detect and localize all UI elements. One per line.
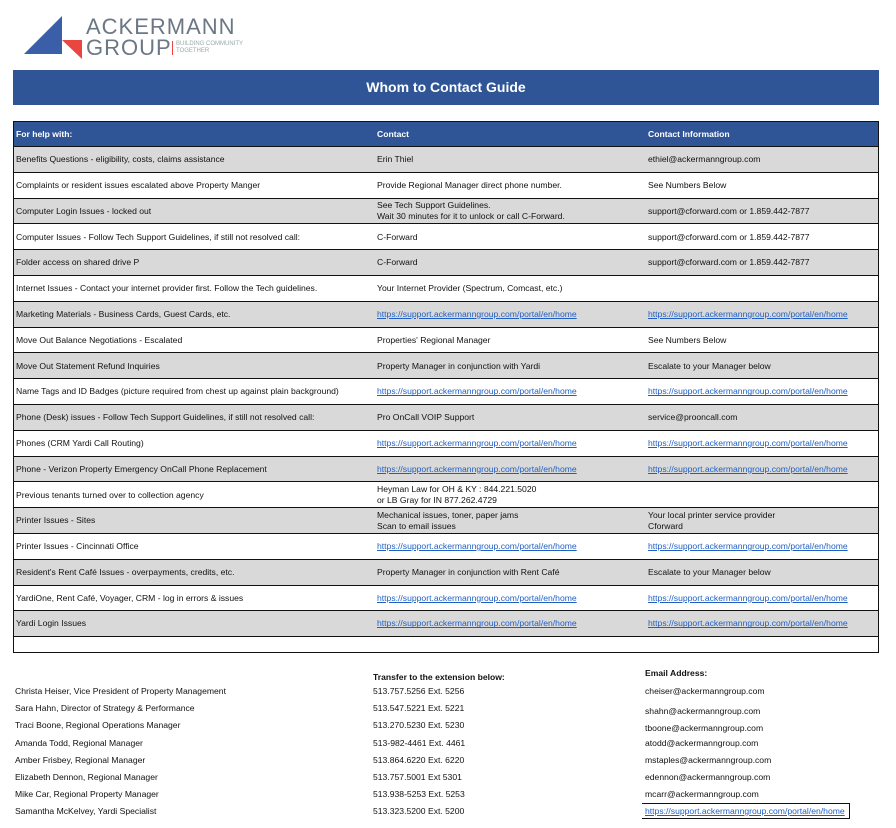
cell-help bbox=[14, 275, 376, 301]
help-text: Marketing Materials - Business Cards, Guest Cards, etc. bbox=[16, 308, 231, 319]
cell-help bbox=[14, 353, 376, 379]
cell-contact bbox=[375, 147, 646, 173]
contact-phone: 513.270.5230 Ext. 5230 bbox=[373, 720, 465, 730]
info-text: ethiel@ackermanngroup.com bbox=[648, 154, 761, 165]
contact-text: Erin Thiel bbox=[377, 154, 414, 165]
contact-name: Elizabeth Dennon, Regional Manager bbox=[15, 772, 158, 782]
help-text: Printer Issues - Sites bbox=[16, 515, 96, 526]
cell-help bbox=[14, 430, 376, 456]
help-text: YardiOne, Rent Café, Voyager, CRM - log in errors & issues bbox=[16, 592, 244, 603]
table-row bbox=[14, 508, 879, 534]
contact-phone: 513-982-4461 Ext. 4461 bbox=[373, 738, 466, 748]
cell-contact bbox=[375, 172, 646, 198]
contact-name: Amber Frisbey, Regional Manager bbox=[15, 755, 146, 765]
cell-contact bbox=[375, 301, 646, 327]
contact-email: atodd@ackermanngroup.com bbox=[645, 738, 759, 748]
empty-cell bbox=[646, 637, 879, 653]
help-text: Complaints or resident issues escalated above Property Manger bbox=[16, 179, 261, 190]
cell-info bbox=[646, 482, 879, 508]
table-row bbox=[14, 224, 879, 250]
table-row bbox=[14, 147, 879, 173]
cell-info bbox=[646, 224, 879, 250]
contact-phone: 513.757.5001 Ext 5301 bbox=[373, 772, 462, 782]
info-text: Your local printer service provider Cforward bbox=[648, 510, 776, 531]
cell-help bbox=[14, 559, 376, 585]
contact-phone: 513.864.6220 Ext. 6220 bbox=[373, 755, 465, 765]
contact-text: Your Internet Provider (Spectrum, Comcast, etc.) bbox=[377, 283, 563, 294]
cell-contact bbox=[375, 559, 646, 585]
help-text: Benefits Questions - eligibility, costs, claims assistance bbox=[16, 154, 225, 165]
cell-help bbox=[14, 250, 376, 276]
support-portal-link[interactable]: https://support.ackermanngroup.com/portal/en/home bbox=[648, 308, 848, 319]
cell-help bbox=[14, 611, 376, 637]
contact-name: Traci Boone, Regional Operations Manager bbox=[15, 720, 181, 730]
cell-info bbox=[646, 379, 879, 405]
contact-email: mcarr@ackermanngroup.com bbox=[645, 789, 759, 799]
header-contact-info: Contact Information bbox=[646, 122, 879, 147]
cell-help bbox=[14, 379, 376, 405]
cell-info bbox=[646, 585, 879, 611]
cell-contact bbox=[375, 533, 646, 559]
empty-cell bbox=[14, 637, 376, 653]
table-header bbox=[14, 122, 879, 147]
cell-info bbox=[646, 301, 879, 327]
help-text: Computer Issues - Follow Tech Support Guidelines, if still not resolved call: bbox=[16, 231, 301, 242]
empty-row bbox=[14, 637, 879, 653]
cell-help bbox=[14, 508, 376, 534]
contact-text: Pro OnCall VOIP Support bbox=[377, 412, 475, 423]
contact-text: Provide Regional Manager direct phone number. bbox=[377, 179, 562, 190]
help-text: Move Out Statement Refund Inquiries bbox=[16, 360, 160, 371]
cell-info bbox=[646, 250, 879, 276]
info-text: service@prooncall.com bbox=[648, 412, 738, 423]
cell-info bbox=[646, 533, 879, 559]
support-portal-link[interactable]: https://support.ackermanngroup.com/portal/en/home bbox=[648, 386, 848, 397]
cell-help bbox=[14, 533, 376, 559]
cell-help bbox=[14, 456, 376, 482]
cell-info bbox=[646, 611, 879, 637]
info-text: See Numbers Below bbox=[648, 179, 727, 190]
header-help: For help with: bbox=[14, 122, 376, 147]
support-portal-link[interactable]: https://support.ackermanngroup.com/portal/en/home bbox=[377, 386, 577, 397]
help-text: Printer Issues - Cincinnati Office bbox=[16, 541, 139, 552]
contact-text: See Tech Support Guidelines. Wait 30 minutes for it to unlock or call C-Forward. bbox=[377, 200, 565, 221]
cell-contact bbox=[375, 611, 646, 637]
support-portal-link[interactable]: https://support.ackermanngroup.com/portal/en/home bbox=[648, 463, 848, 474]
info-text: See Numbers Below bbox=[648, 334, 727, 345]
cell-info bbox=[646, 327, 879, 353]
cell-info bbox=[646, 198, 879, 224]
contact-text: C-Forward bbox=[377, 257, 418, 268]
support-portal-link[interactable]: https://support.ackermanngroup.com/portal/en/home bbox=[648, 437, 848, 448]
info-text: Escalate to your Manager below bbox=[648, 566, 771, 577]
help-text: Internet Issues - Contact your internet provider first. Follow the Tech guidelines. bbox=[16, 283, 318, 294]
cell-help bbox=[14, 147, 376, 173]
info-text: Escalate to your Manager below bbox=[648, 360, 771, 371]
contact-text: Heyman Law for OH & KY : 844.221.5020 or LB Gray for IN 877.262.4729 bbox=[377, 484, 537, 505]
table-row bbox=[14, 198, 879, 224]
cell-contact bbox=[375, 585, 646, 611]
contact-name: Sara Hahn, Director of Strategy & Performance bbox=[15, 703, 195, 713]
contact-text: Mechanical issues, toner, paper jams Scan to email issues bbox=[377, 510, 519, 531]
help-text: Yardi Login Issues bbox=[16, 618, 87, 629]
cell-help bbox=[14, 224, 376, 250]
contact-text: C-Forward bbox=[377, 231, 418, 242]
header-contact: Contact bbox=[375, 122, 646, 147]
table-row bbox=[14, 172, 879, 198]
contact-email: cheiser@ackermanngroup.com bbox=[645, 686, 765, 696]
cell-help bbox=[14, 327, 376, 353]
contact-email: tboone@ackermanngroup.com bbox=[645, 723, 764, 733]
cell-contact bbox=[375, 198, 646, 224]
help-text: Computer Login Issues - locked out bbox=[16, 205, 152, 216]
table-row bbox=[14, 559, 879, 585]
cell-contact bbox=[375, 275, 646, 301]
contact-text: Property Manager in conjunction with Rent Café bbox=[377, 566, 560, 577]
table-row bbox=[14, 585, 879, 611]
contact-email: mstaples@ackermanngroup.com bbox=[645, 755, 772, 765]
cell-info bbox=[646, 147, 879, 173]
table-row bbox=[14, 611, 879, 637]
support-portal-link[interactable]: https://support.ackermanngroup.com/portal/en/home bbox=[377, 592, 577, 603]
cell-info bbox=[646, 430, 879, 456]
cell-info bbox=[646, 559, 879, 585]
cell-contact bbox=[375, 456, 646, 482]
support-portal-link[interactable]: https://support.ackermanngroup.com/portal/en/home bbox=[377, 618, 577, 629]
contact-name: Amanda Todd, Regional Manager bbox=[15, 738, 143, 748]
table-row bbox=[14, 327, 879, 353]
empty-cell bbox=[375, 637, 646, 653]
cell-help bbox=[14, 404, 376, 430]
help-text: Phones (CRM Yardi Call Routing) bbox=[16, 437, 144, 448]
table-row bbox=[14, 379, 879, 405]
cell-contact bbox=[375, 353, 646, 379]
info-text: support@cforward.com or 1.859.442-7877 bbox=[648, 205, 810, 216]
contact-name: Christa Heiser, Vice President of Property Management bbox=[15, 686, 226, 696]
cell-contact bbox=[375, 404, 646, 430]
cell-info bbox=[646, 508, 879, 534]
cell-contact bbox=[375, 250, 646, 276]
support-portal-link[interactable]: https://support.ackermanngroup.com/portal/en/home bbox=[648, 541, 848, 552]
contact-email: edennon@ackermanngroup.com bbox=[645, 772, 771, 782]
cell-info bbox=[646, 404, 879, 430]
info-text: support@cforward.com or 1.859.442-7877 bbox=[648, 231, 810, 242]
logo-mark-icon bbox=[22, 14, 84, 60]
contact-phone: 513.757.5256 Ext. 5256 bbox=[373, 686, 465, 696]
table-row bbox=[14, 533, 879, 559]
contact-phone: 513.323.5200 Ext. 5200 bbox=[373, 806, 465, 816]
extension-header: Transfer to the extension below: bbox=[373, 672, 505, 682]
support-portal-link[interactable]: https://support.ackermanngroup.com/portal/en/home bbox=[377, 541, 577, 552]
support-portal-link[interactable]: https://support.ackermanngroup.com/portal/en/home bbox=[377, 463, 577, 474]
support-portal-link[interactable]: https://support.ackermanngroup.com/portal/en/home bbox=[377, 437, 577, 448]
cell-help bbox=[14, 482, 376, 508]
info-text: support@cforward.com or 1.859.442-7877 bbox=[648, 257, 810, 268]
table-row bbox=[14, 430, 879, 456]
ackermann-logo bbox=[22, 14, 244, 60]
cell-contact bbox=[375, 508, 646, 534]
cell-contact bbox=[375, 430, 646, 456]
contact-name: Mike Car, Regional Property Manager bbox=[15, 789, 159, 799]
table-row bbox=[14, 404, 879, 430]
contact-name: Samantha McKelvey, Yardi Specialist bbox=[15, 806, 157, 816]
cell-info bbox=[646, 456, 879, 482]
contact-phone: 513.547.5221 Ext. 5221 bbox=[373, 703, 465, 713]
table-row bbox=[14, 250, 879, 276]
help-text: Previous tenants turned over to collection agency bbox=[16, 489, 204, 500]
help-text: Folder access on shared drive P bbox=[16, 257, 140, 268]
cell-help bbox=[14, 172, 376, 198]
help-text: Move Out Balance Negotiations - Escalated bbox=[16, 334, 183, 345]
logo-tagline: BUILDING COMMUNITY TOGETHER bbox=[172, 41, 246, 55]
cell-help bbox=[14, 198, 376, 224]
support-portal-link[interactable]: https://support.ackermanngroup.com/portal/en/home bbox=[648, 618, 848, 629]
help-text: Phone (Desk) issues - Follow Tech Support Guidelines, if still not resolved call: bbox=[16, 412, 315, 423]
contact-email: shahn@ackermanngroup.com bbox=[645, 706, 761, 716]
cell-contact bbox=[375, 224, 646, 250]
table-row bbox=[14, 456, 879, 482]
support-portal-link[interactable]: https://support.ackermanngroup.com/portal/en/home bbox=[377, 308, 577, 319]
help-text: Resident's Rent Café Issues - overpayments, credits, etc. bbox=[16, 566, 235, 577]
table-row bbox=[14, 353, 879, 379]
support-portal-link[interactable]: https://support.ackermanngroup.com/portal/en/home bbox=[648, 592, 848, 603]
cell-info bbox=[646, 172, 879, 198]
page-title: Whom to Contact Guide bbox=[13, 70, 879, 105]
email-header: Email Address: bbox=[645, 668, 708, 678]
cell-help bbox=[14, 585, 376, 611]
table-row bbox=[14, 275, 879, 301]
contact-phone: 513.938-5253 Ext. 5253 bbox=[373, 789, 465, 799]
support-portal-link[interactable]: https://support.ackermanngroup.com/portal/en/home bbox=[642, 803, 850, 819]
contact-table bbox=[13, 121, 879, 653]
cell-contact bbox=[375, 327, 646, 353]
help-text: Phone - Verizon Property Emergency OnCall Phone Replacement bbox=[16, 463, 267, 474]
table-row bbox=[14, 482, 879, 508]
cell-contact bbox=[375, 482, 646, 508]
contact-text: Property Manager in conjunction with Yardi bbox=[377, 360, 541, 371]
cell-info bbox=[646, 353, 879, 379]
cell-info bbox=[646, 275, 879, 301]
cell-contact bbox=[375, 379, 646, 405]
logo-name: ACKERMANN GROUP bbox=[86, 14, 236, 60]
table-row bbox=[14, 301, 879, 327]
help-text: Name Tags and ID Badges (picture required from chest up against plain background) bbox=[16, 386, 339, 397]
contact-text: Properties' Regional Manager bbox=[377, 334, 491, 345]
cell-help bbox=[14, 301, 376, 327]
